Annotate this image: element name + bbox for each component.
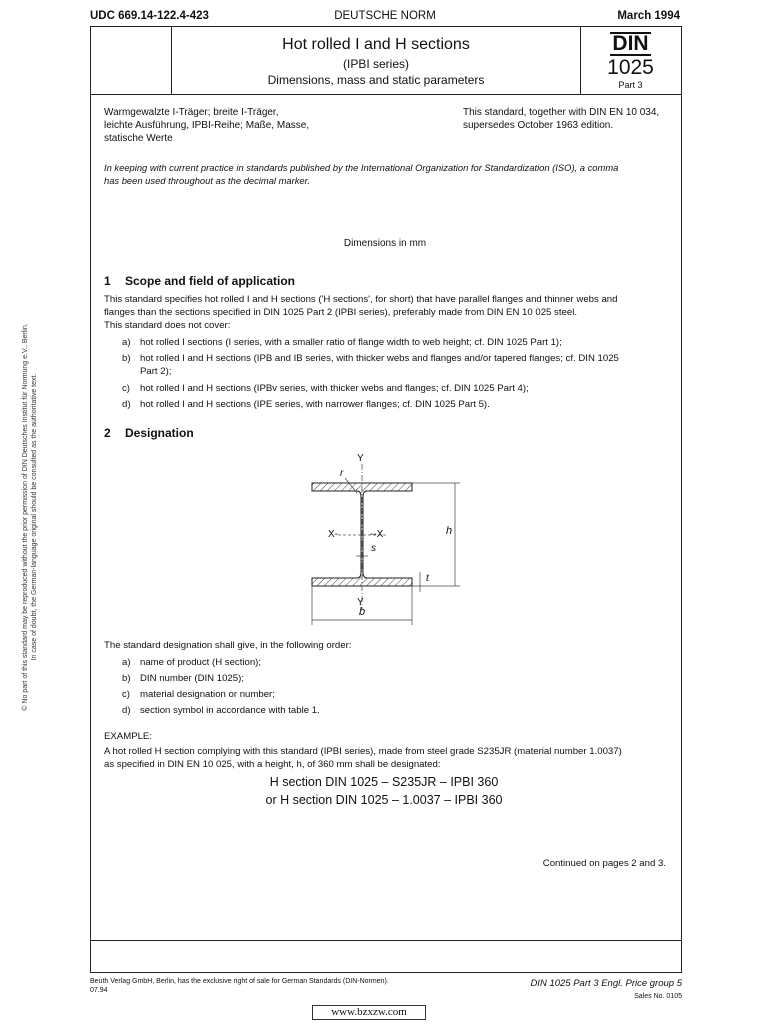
din-logo bbox=[581, 32, 680, 56]
publication-code: 07.94 bbox=[90, 987, 108, 994]
dimensions-note: Dimensions in mm bbox=[343, 238, 427, 249]
german-title-line: statische Werte bbox=[104, 133, 173, 144]
series-subtitle: (IPBI series) bbox=[342, 57, 409, 71]
publisher-note bbox=[90, 977, 389, 995]
designation-example-2: or H section DIN 1025 – 1.0037 – IPBI 360 bbox=[265, 793, 503, 807]
publisher-line: Beuth Verlag GmbH, Berlin, has the exclusive right of sale for German Standards (DIN-Normen). bbox=[90, 978, 389, 985]
title-bottom-rule bbox=[90, 94, 681, 95]
list-item: DIN number (DIN 1025); bbox=[140, 673, 244, 684]
german-title-line: Warmgewalzte I-Träger; breite I-Träger, bbox=[104, 107, 279, 118]
section-2-title: Designation bbox=[125, 426, 194, 440]
din-number: 1025 bbox=[607, 56, 654, 79]
copyright-line: © No part of this standard may be reproduced without the prior permission of DIN Deutsches Institut für Normung e.V., Berlin. bbox=[22, 323, 29, 711]
paragraph-line: flanges than the sections specified in DIN 1025 Part 2 (IPBI series), preferably made from DIN EN 10 025 steel. bbox=[104, 307, 577, 318]
iso-note-line: has been used throughout as the decimal marker. bbox=[104, 175, 311, 186]
section-1-paragraph bbox=[104, 293, 674, 332]
height-label: h bbox=[446, 525, 453, 537]
example-text bbox=[104, 745, 679, 771]
x-axis-label-left: X- bbox=[328, 529, 338, 540]
sales-number: Sales No. 0105 bbox=[634, 993, 682, 1000]
continued-note: Continued on pages 2 and 3. bbox=[542, 858, 666, 869]
list-label: d) bbox=[122, 705, 131, 716]
x-axis-label-right: --X bbox=[370, 529, 384, 540]
web-thickness-label: s bbox=[371, 543, 376, 554]
document-type: DEUTSCHE NORM bbox=[334, 10, 436, 22]
list-label: c) bbox=[122, 383, 130, 394]
list-label: d) bbox=[122, 399, 131, 410]
list-item: hot rolled I sections (I series, with a smaller ratio of flange width to web height; cf. DIN 1025 Part 1); bbox=[140, 337, 562, 348]
not-cover-line: This standard does not cover: bbox=[104, 320, 231, 331]
section-1-number: 1 bbox=[104, 274, 111, 288]
document-reference: DIN 1025 Part 3 Engl. Price group 5 bbox=[530, 978, 682, 989]
din-brand: DIN bbox=[612, 32, 649, 55]
german-title-line: leichte Ausführung, IPBI-Reihe; Maße, Masse, bbox=[104, 120, 310, 131]
example-line: A hot rolled H section complying with this standard (IPBI series), made from steel grade S235JR (material number 1.0037) bbox=[104, 746, 622, 757]
list-label: a) bbox=[122, 657, 131, 668]
example-line: as specified in DIN EN 10 025, with a height, h, of 360 mm shall be designated: bbox=[104, 759, 441, 770]
list-item-continued: Part 2); bbox=[140, 366, 172, 377]
page-title: Hot rolled I and H sections bbox=[282, 36, 470, 53]
list-item: hot rolled I and H sections (IPB and IB series, with thicker webs and flanges and/or tapered flanges; cf. DIN 1025 bbox=[140, 353, 619, 364]
radius-label: r bbox=[340, 468, 344, 479]
y-axis-label-bottom: Y bbox=[357, 597, 364, 608]
german-title bbox=[104, 106, 309, 145]
designation-intro: The standard designation shall give, in the following order: bbox=[104, 640, 352, 651]
designation-example-1: H section DIN 1025 – S235JR – IPBI 360 bbox=[269, 775, 499, 789]
width-label: b bbox=[359, 606, 366, 618]
list-label: b) bbox=[122, 353, 131, 364]
footer-rule bbox=[90, 940, 681, 941]
list-item: section symbol in accordance with table 1. bbox=[140, 705, 320, 716]
list-label: b) bbox=[122, 673, 131, 684]
issue-date: March 1994 bbox=[617, 10, 680, 22]
copyright-side-note bbox=[21, 197, 39, 837]
flange-thickness-label: t bbox=[426, 573, 429, 584]
list-label: a) bbox=[122, 337, 131, 348]
subtitle: Dimensions, mass and static parameters bbox=[267, 73, 485, 87]
supersedes-line: supersedes October 1963 edition. bbox=[463, 120, 614, 131]
list-item: material designation or number; bbox=[140, 689, 275, 700]
y-axis-label-top: Y bbox=[357, 453, 364, 464]
h-section-diagram bbox=[290, 450, 490, 630]
din-part: Part 3 bbox=[618, 80, 643, 90]
copyright-line: In case of doubt, the German-language original should be consulted as the authoritative text. bbox=[31, 373, 38, 661]
list-label: c) bbox=[122, 689, 130, 700]
iso-note bbox=[104, 161, 618, 187]
list-item: hot rolled I and H sections (IPE series, with narrower flanges; cf. DIN 1025 Part 5). bbox=[140, 399, 490, 410]
list-item: name of product (H section); bbox=[140, 657, 262, 668]
supersedes-note bbox=[463, 106, 659, 132]
section-1-title: Scope and field of application bbox=[125, 274, 296, 288]
section-2-number: 2 bbox=[104, 426, 111, 440]
supersedes-line: This standard, together with DIN EN 10 034, bbox=[463, 107, 660, 118]
udc-code: UDC 669.14-122.4-423 bbox=[90, 10, 209, 22]
iso-note-line: In keeping with current practice in standards published by the International Organization for Standardization (ISO), a comma bbox=[104, 162, 619, 173]
list-item: hot rolled I and H sections (IPBv series, with thicker webs and flanges; cf. DIN 1025 Part 4); bbox=[140, 383, 529, 394]
example-label: EXAMPLE: bbox=[104, 731, 152, 742]
source-url-link[interactable]: www.bzxzw.com bbox=[312, 1005, 426, 1020]
paragraph-line: This standard specifies hot rolled I and H sections ('H sections', for short) that have parallel flanges and thinner webs and bbox=[104, 294, 618, 305]
